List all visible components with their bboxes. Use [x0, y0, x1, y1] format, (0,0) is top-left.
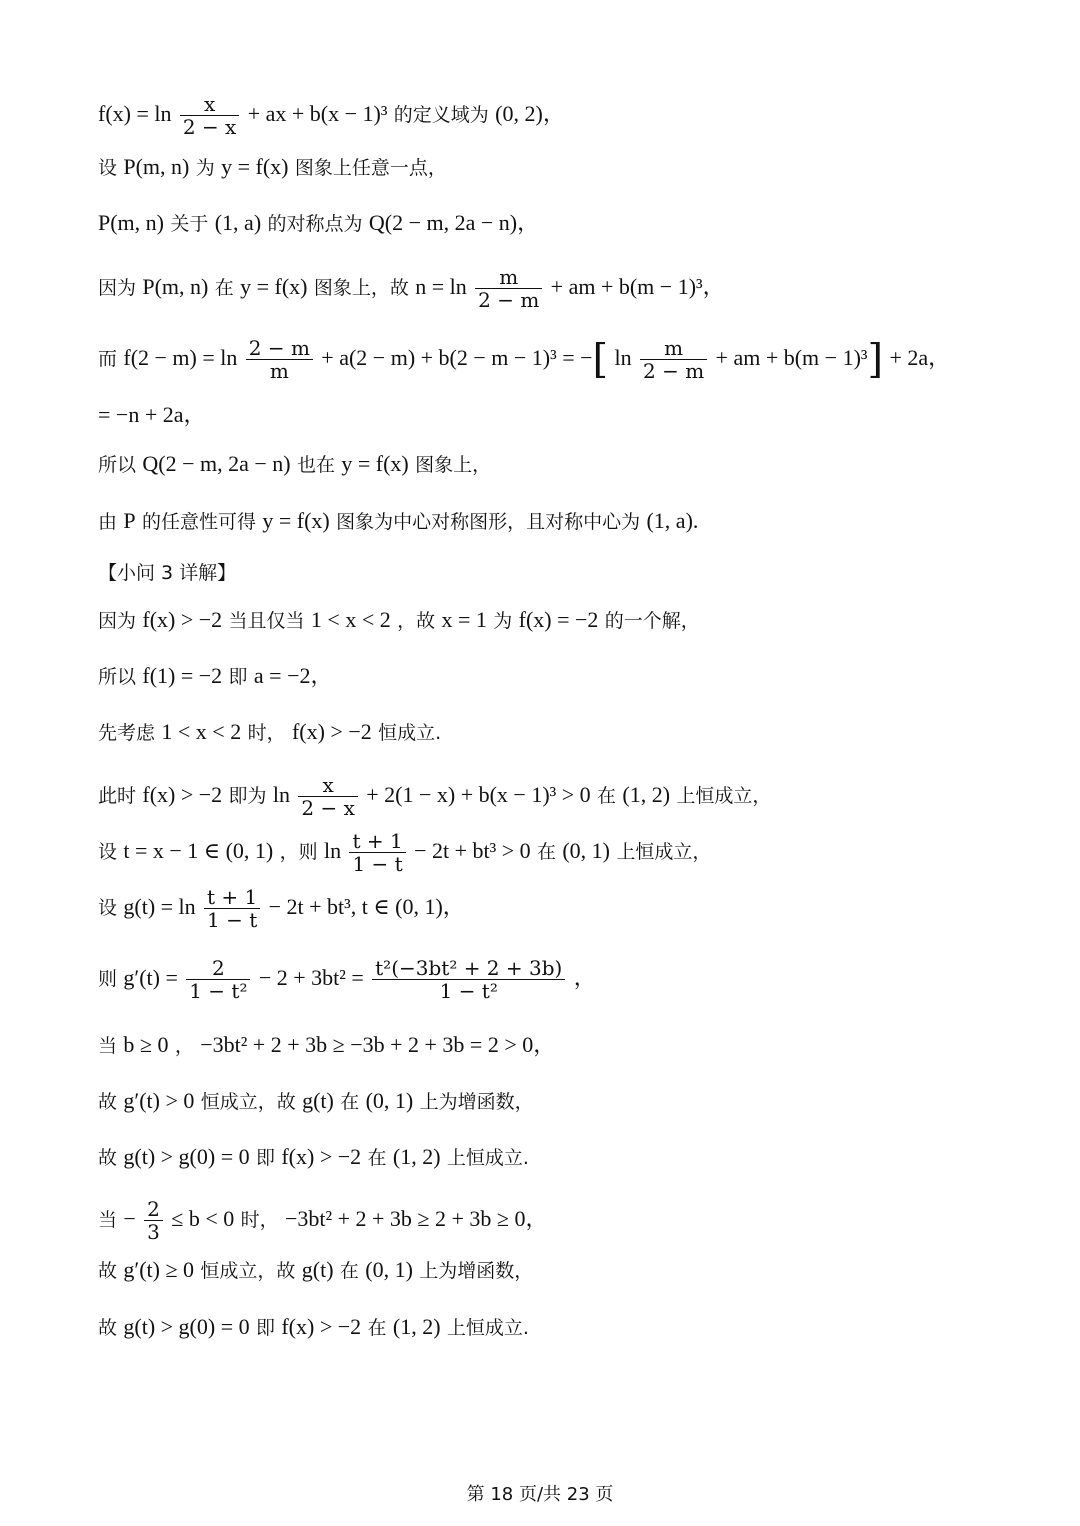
math: + a(2 − m) + b(2 − m − 1)³ = − [321, 345, 593, 370]
text: 先考虑 [98, 722, 156, 744]
math: (0, 1) [365, 1257, 413, 1282]
math: 1 < x < 2 [310, 607, 391, 632]
text: 上为增函数， [419, 1260, 534, 1282]
math: 1 < x < 2 [161, 719, 242, 744]
math: P(m, n) [142, 274, 209, 299]
line-19 [98, 1142, 1040, 1173]
fraction: $\frac{2}{\text{1 − t²}}$ [186, 957, 250, 1002]
line-13 [98, 774, 1040, 819]
math: (0, 2)， [495, 101, 565, 126]
text: 时， [240, 1209, 279, 1231]
math: + ax + b(x − 1)³ [247, 101, 388, 126]
text: 由 [98, 511, 118, 533]
math: + 2(1 − x) + b(x − 1)³ > 0 [366, 782, 591, 807]
text: 上恒成立. [446, 1147, 529, 1169]
text: 的一个解， [604, 610, 700, 632]
fraction: $\frac{2}{3}$ [144, 1198, 163, 1243]
text: 上恒成立， [676, 785, 772, 807]
line-21 [98, 1255, 1040, 1286]
heading-text: 【小问 3 详解】 [98, 562, 237, 584]
math: = −n + 2a， [98, 402, 206, 427]
math: (1, 2) [622, 782, 671, 807]
text: 因为 [98, 277, 137, 299]
math: g(t) [301, 1257, 334, 1282]
math: g(t) > g(0) = 0 [123, 1144, 250, 1169]
math: − 2t + bt³, t ∈ (0, 1)， [268, 894, 465, 919]
text: 则 [98, 968, 118, 990]
text: 即 [228, 666, 248, 688]
math: ln [323, 838, 342, 863]
text: 上为增函数， [419, 1091, 534, 1113]
line-20 [98, 1198, 1040, 1243]
math: t = x − 1 ∈ (0, 1) [123, 838, 274, 863]
math: P(m, n) [98, 210, 164, 235]
math: − 2t + bt³ > 0 [414, 838, 531, 863]
math: f(x) > −2 [281, 1144, 362, 1169]
text: 设 [98, 841, 118, 863]
math: g(t) > g(0) = 0 [123, 1314, 250, 1339]
math: g′(t) ≥ 0 [123, 1257, 195, 1282]
line-1 [98, 93, 1040, 138]
fraction: $\frac{2 - m}{m}$ [246, 337, 313, 382]
left-bracket: [ [592, 336, 609, 383]
fraction: $\frac{\text{t²(−3bt² + 2 + 3b)}}{\text{1 − t²}}$ [372, 957, 565, 1002]
text: 恒成立，故 [200, 1260, 296, 1282]
text: 为 [493, 610, 513, 632]
line-18 [98, 1086, 1040, 1117]
text: 在 [536, 841, 556, 863]
line-17 [98, 1030, 1040, 1061]
text: 在 [367, 1147, 387, 1169]
text: 图象为中心对称图形，且对称中心为 [336, 511, 641, 533]
math: ln [272, 782, 291, 807]
text: 关于 [170, 213, 209, 235]
math: + am + b(m − 1)³ [715, 345, 868, 370]
text: ，故 [397, 610, 436, 632]
text: 当且仅当 [228, 610, 305, 632]
line-11 [98, 661, 1040, 692]
line-7 [98, 449, 1040, 480]
text: 此时 [98, 785, 137, 807]
text: 在 [340, 1091, 360, 1113]
page-footer: 第 18 页/共 23 页 [466, 1484, 614, 1505]
text: 时， [247, 722, 286, 744]
fraction: $\frac{x}{2 - x}$ [180, 93, 239, 138]
math: g′(t) > 0 [123, 1088, 195, 1113]
text: 所以 [98, 454, 137, 476]
math: (1, a) [214, 210, 262, 235]
math: Q(2 − m, 2a − n)， [368, 210, 540, 235]
text: 上恒成立， [616, 841, 712, 863]
section-heading [98, 557, 1040, 588]
fraction: $\frac{x}{2 - x}$ [298, 774, 357, 819]
line-4 [98, 266, 1040, 311]
text: ， [174, 1035, 194, 1057]
math: − 2 + 3bt² = [258, 965, 364, 990]
math: f(x) > −2 [291, 719, 372, 744]
line-22 [98, 1312, 1040, 1343]
fraction: $\frac{t + 1}{1 - t}$ [349, 830, 405, 875]
text: 故 [98, 1147, 118, 1169]
math: f(x) = ln [98, 101, 172, 126]
math: ln [614, 345, 632, 370]
line-12 [98, 717, 1040, 748]
text: 故 [98, 1091, 118, 1113]
math: ， [573, 965, 596, 990]
math: n = ln [415, 274, 467, 299]
right-bracket: ] [867, 336, 884, 383]
line-14 [98, 830, 1040, 875]
math: + am + b(m − 1)³， [550, 274, 725, 299]
fraction: $\frac{t + 1}{1 - t}$ [204, 886, 260, 931]
math: (1, a). [646, 508, 699, 533]
text: 在 [339, 1260, 359, 1282]
math: y = f(x) [240, 274, 308, 299]
text: 在 [367, 1317, 387, 1339]
line-2 [98, 152, 1040, 183]
text: 而 [98, 348, 118, 370]
math: − [123, 1206, 136, 1231]
text: 设 [98, 157, 118, 179]
math: P [123, 508, 136, 533]
text: 所以 [98, 666, 137, 688]
math: Q(2 − m, 2a − n) [142, 451, 291, 476]
math: y = f(x) [221, 154, 289, 179]
text: 当 [98, 1035, 118, 1057]
text: 在 [214, 277, 234, 299]
text: 的任意性可得 [141, 511, 256, 533]
line-10 [98, 605, 1040, 636]
line-3 [98, 208, 1040, 239]
math: f(x) = −2 [518, 607, 599, 632]
line-5 [98, 337, 1040, 382]
math: g(t) [302, 1088, 334, 1113]
text: 即 [255, 1317, 275, 1339]
math: f(x) > −2 [281, 1314, 362, 1339]
math: f(x) > −2 [142, 782, 223, 807]
text: 设 [98, 897, 118, 919]
math: y = f(x) [341, 451, 409, 476]
math: f(2 − m) = ln [123, 345, 238, 370]
text: 图象上， [415, 454, 492, 476]
text: 也在 [296, 454, 335, 476]
text: 故 [98, 1317, 118, 1339]
text: 即为 [228, 785, 267, 807]
text: 恒成立，故 [200, 1091, 296, 1113]
math: y = f(x) [262, 508, 330, 533]
line-6 [98, 400, 1040, 430]
math: b ≥ 0 [123, 1032, 169, 1057]
math: (0, 1) [365, 1088, 414, 1113]
fraction: $\frac{m}{2 - m}$ [475, 266, 542, 311]
line-8 [98, 506, 1040, 537]
math: −3bt² + 2 + 3b ≥ 2 + 3b ≥ 0， [284, 1206, 548, 1231]
math: (1, 2) [392, 1144, 441, 1169]
text: 恒成立. [378, 722, 442, 744]
math: g′(t) = [123, 965, 178, 990]
text: 图象上，故 [313, 277, 409, 299]
math: −3bt² + 2 + 3b ≥ −3b + 2 + 3b = 2 > 0， [200, 1032, 556, 1057]
math: + 2a， [889, 345, 951, 370]
line-15 [98, 886, 1040, 931]
text: 为 [195, 157, 215, 179]
math: f(x) > −2 [142, 607, 223, 632]
math: ≤ b < 0 [171, 1206, 235, 1231]
text: 故 [98, 1260, 118, 1282]
line-16 [98, 957, 1040, 1002]
text: 图象上任意一点， [294, 157, 447, 179]
text: 的对称点为 [267, 213, 363, 235]
math: x = 1 [441, 607, 487, 632]
text: 在 [597, 785, 617, 807]
math: (0, 1) [562, 838, 610, 863]
math: a = −2， [253, 663, 333, 688]
text: 即 [255, 1147, 275, 1169]
math: g(t) = ln [123, 894, 196, 919]
math: (1, 2) [392, 1314, 441, 1339]
text: 的定义域为 [393, 104, 489, 126]
text: 当 [98, 1209, 118, 1231]
text: 上恒成立. [446, 1317, 529, 1339]
fraction: $\frac{m}{2 - m}$ [640, 337, 707, 382]
text: 因为 [98, 610, 137, 632]
math: P(m, n) [123, 154, 190, 179]
math: f(1) = −2 [142, 663, 223, 688]
text: ，则 [279, 841, 318, 863]
